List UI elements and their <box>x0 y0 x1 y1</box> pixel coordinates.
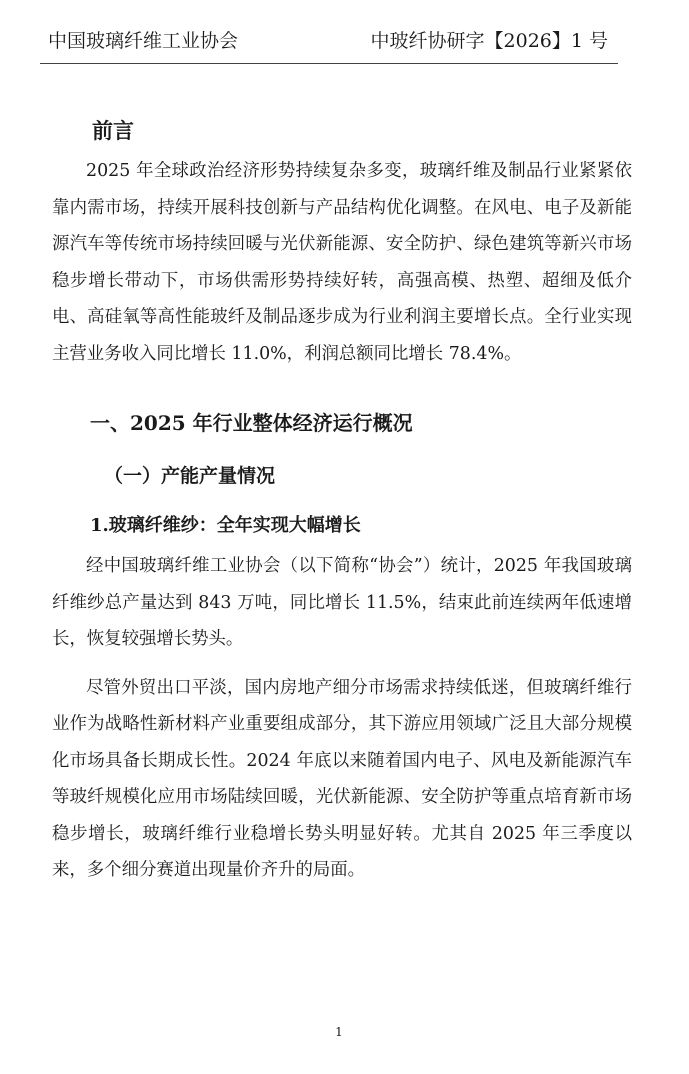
body-paragraph-2: 尽管外贸出口平淡，国内房地产细分市场需求持续低迷，但玻璃纤维行业作为战略性新材料产业重要组成部分，其下游应用领域广泛且大部分规模化市场具备长期成长性。2024 年底以来随着国内电子、风电及新能源汽车等玻纤规模化应用市场陆续回暖，光伏新能源、安全防护等重点培育新市场稳步增长，玻璃纤维行业稳增长势头明显好转。尤其自 2025 年三季度以来，多个细分赛道出现量价齐升的局面。 <box>52 677 632 880</box>
section-1-title: 一、2025 年行业整体经济运行概况 <box>90 411 413 435</box>
preface-title: 前言 <box>92 118 134 143</box>
document-body <box>52 114 632 889</box>
header-divider <box>40 63 618 64</box>
item-1-title: 1.玻璃纤维纱：全年实现大幅增长 <box>90 515 361 536</box>
page-number: 1 <box>335 1025 343 1039</box>
page-header <box>40 26 618 56</box>
subsection-1-title: （一）产能产量情况 <box>104 465 276 487</box>
body-paragraph-1: 经中国玻璃纤维工业协会（以下简称“协会”）统计，2025 年我国玻璃纤维纱总产量达到 843 万吨，同比增长 11.5%，结束此前连续两年低速增长，恢复较强增长势头。 <box>52 556 632 649</box>
preface-paragraph: 2025 年全球政治经济形势持续复杂多变，玻璃纤维及制品行业紧紧依靠内需市场，持续开展科技创新与产品结构优化调整。在风电、电子及新能源汽车等传统市场持续回暖与光伏新能源、安全防护、绿色建筑等新兴市场稳步增长带动下，市场供需形势持续好转，高强高模、热塑、超细及低介电、高硅氧等高性能玻纤及制品逐步成为行业利润主要增长点。全行业实现主营业务收入同比增长 11.0%，利润总额同比增长 78.4%。 <box>52 161 632 364</box>
header-document-number: 中玻纤协研字【2026】1 号 <box>370 30 608 52</box>
header-organization: 中国玻璃纤维工业协会 <box>48 30 239 52</box>
